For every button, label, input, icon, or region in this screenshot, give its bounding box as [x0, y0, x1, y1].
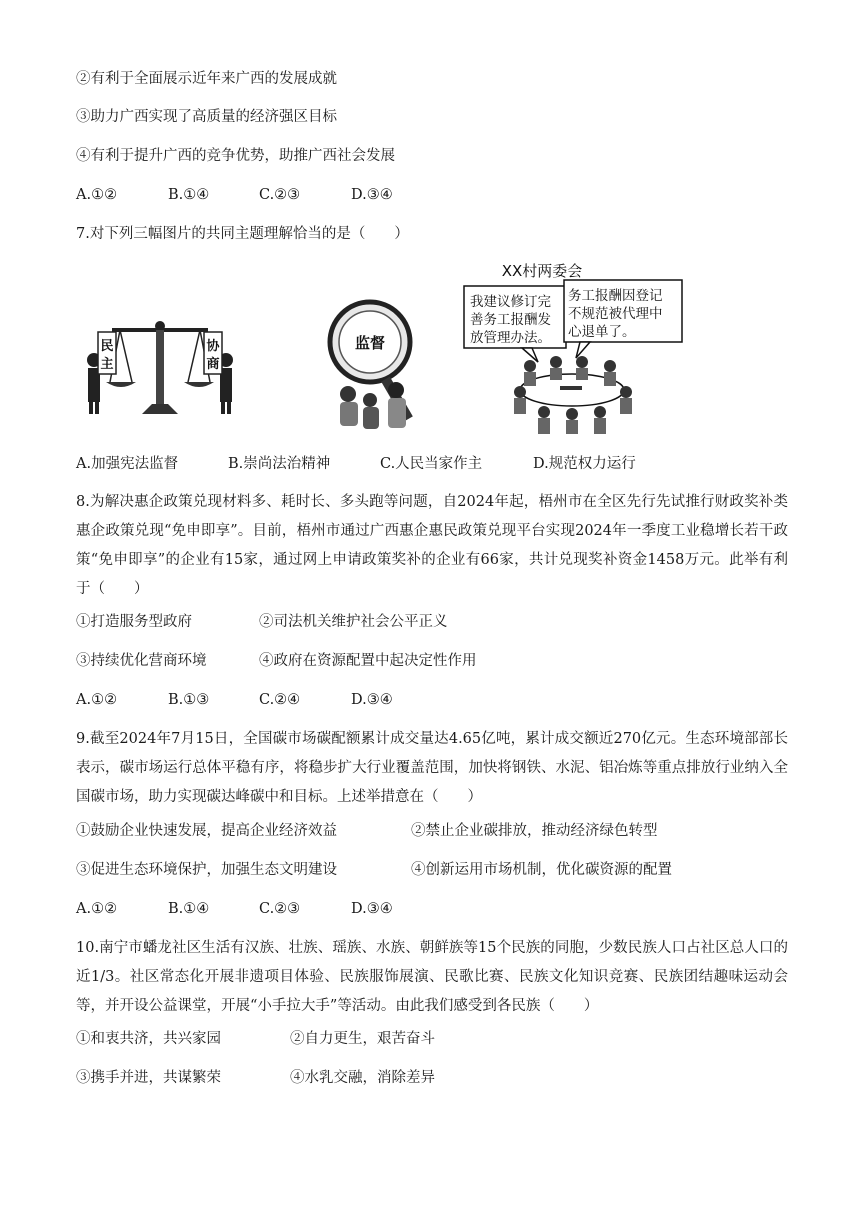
- q10-stem: 10.南宁市蟠龙社区生活有汉族、壮族、瑶族、水族、朝鲜族等15个民族的同胞，少数民族人口占社区总人口的近1/3。社区常态化开展非遗项目体验、民族服饰展演、民歌比赛、民族文化知识竞赛、民族团结趣味运动会等，并开设公益课堂，开展“小手拉大手”等活动。由此我们感受到各民族（ ）: [76, 940, 788, 1014]
- q9-option-d[interactable]: D.③④: [351, 901, 393, 917]
- bubble-left-line: 善务工报酬发: [470, 312, 551, 328]
- q10-item-4: ④水乳交融，消除差异: [290, 1070, 435, 1086]
- q8-option-b[interactable]: B.①③: [168, 692, 210, 708]
- bubble-right-line: 务工报酬因登记: [568, 288, 663, 304]
- village-committee-figure: [460, 262, 685, 437]
- magnifier-figure: [318, 290, 428, 440]
- q6-option-d[interactable]: D.③④: [351, 187, 393, 203]
- q6-item-4: ④有利于提升广西的竞争优势，助推广西社会发展: [76, 148, 395, 164]
- q6-item-2: ②有利于全面展示近年来广西的发展成就: [76, 71, 337, 87]
- q7-option-b[interactable]: B.崇尚法治精神: [228, 456, 331, 472]
- q6-option-b[interactable]: B.①④: [168, 187, 210, 203]
- q8-option-d[interactable]: D.③④: [351, 692, 393, 708]
- sign-right-char-1: 协: [206, 339, 220, 354]
- bubble-left-line: 我建议修订完: [470, 294, 551, 310]
- q9-option-c[interactable]: C.②③: [259, 901, 301, 917]
- sign-left-char-2: 主: [100, 357, 114, 372]
- q10-item-2: ②自力更生，艰苦奋斗: [290, 1031, 435, 1047]
- q8-option-a[interactable]: A.①②: [76, 692, 118, 708]
- q9-item-4: ④创新运用市场机制，优化碳资源的配置: [411, 862, 672, 878]
- committee-header: XX村两委会: [501, 262, 583, 280]
- q9-item-1: ①鼓励企业快速发展，提高企业经济效益: [76, 823, 337, 839]
- q9-item-3: ③促进生态环境保护，加强生态文明建设: [76, 862, 337, 878]
- sign-right-char-2: 商: [206, 357, 220, 372]
- q7-option-c[interactable]: C.人民当家作主: [380, 456, 483, 472]
- q9-item-2: ②禁止企业碳排放，推动经济绿色转型: [411, 823, 658, 839]
- balance-scale-figure: [80, 296, 240, 436]
- bubble-right-line: 心退单了。: [568, 324, 636, 340]
- q8-item-4: ④政府在资源配置中起决定性作用: [259, 653, 477, 669]
- bubble-right-line: 不规范被代理中: [568, 306, 663, 322]
- q8-option-c[interactable]: C.②④: [259, 692, 301, 708]
- q7-option-d[interactable]: D.规范权力运行: [533, 456, 636, 472]
- q10-item-1: ①和衷共济，共兴家园: [76, 1031, 221, 1047]
- q9-option-b[interactable]: B.①④: [168, 901, 210, 917]
- q6-option-a[interactable]: A.①②: [76, 187, 118, 203]
- q8-item-2: ②司法机关维护社会公平正义: [259, 614, 448, 630]
- q9-stem: 9.截至2024年7月15日，全国碳市场碳配额累计成交量达4.65亿吨，累计成交额近270亿元。生态环境部部长表示，碳市场运行总体平稳有序，将稳步扩大行业覆盖范围，加快将钢铁、水泥、铝冶炼等重点排放行业纳入全国碳市场，助力实现碳达峰碳中和目标。上述举措意在（ ）: [76, 731, 788, 805]
- q8-item-3: ③持续优化营商环境: [76, 653, 207, 669]
- q10-item-3: ③携手并进，共谋繁荣: [76, 1070, 221, 1086]
- q6-option-c[interactable]: C.②③: [259, 187, 301, 203]
- q9-option-a[interactable]: A.①②: [76, 901, 118, 917]
- lens-text: 监督: [354, 334, 386, 352]
- sign-left-char-1: 民: [100, 339, 114, 354]
- q8-item-1: ①打造服务型政府: [76, 614, 192, 630]
- q6-item-3: ③助力广西实现了高质量的经济强区目标: [76, 109, 337, 125]
- q7-option-a[interactable]: A.加强宪法监督: [76, 456, 179, 472]
- bubble-left-line: 放管理办法。: [470, 330, 551, 346]
- q7-stem: 7.对下列三幅图片的共同主题理解恰当的是（ ）: [76, 226, 409, 242]
- q8-stem: 8.为解决惠企政策兑现材料多、耗时长、多头跑等问题，自2024年起，梧州市在全区先行先试推行财政奖补类惠企政策兑现“免申即享”。目前，梧州市通过广西惠企惠民政策兑现平台实现2024年一季度工业稳增长若干政策“免申即享”的企业有15家，通过网上申请政策奖补的企业有66家，共计兑现奖补资金1458万元。此举有利于（ ）: [76, 494, 788, 597]
